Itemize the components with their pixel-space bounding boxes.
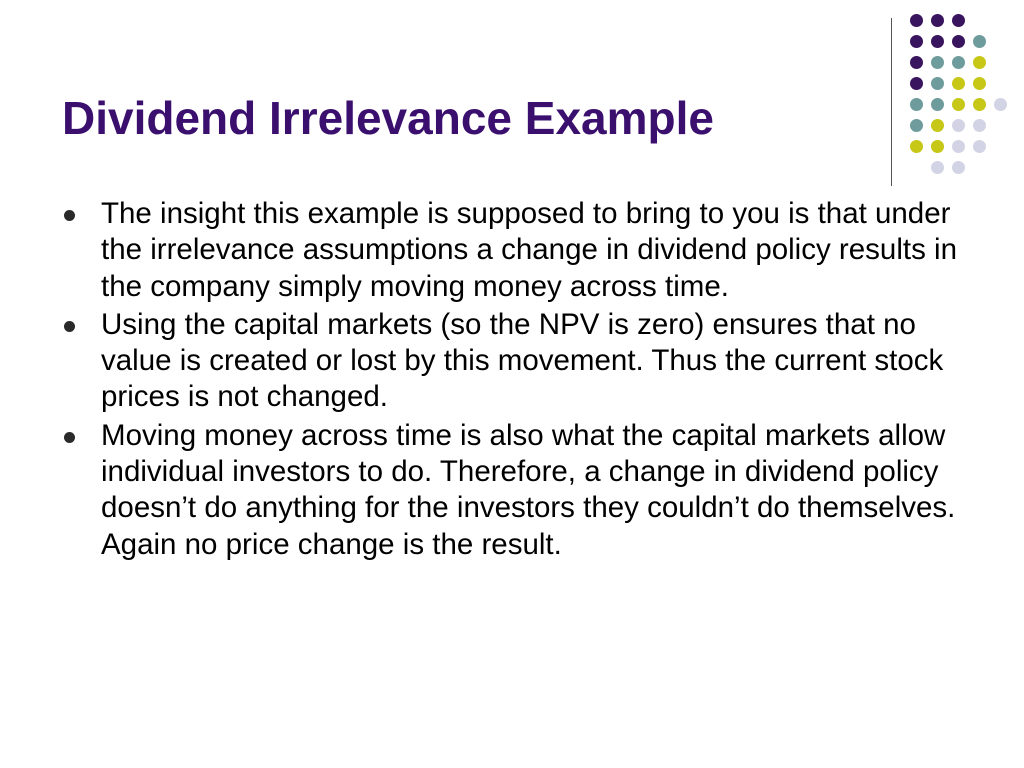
bullet-icon bbox=[64, 321, 75, 332]
teal-dot bbox=[931, 56, 944, 69]
bullet-icon bbox=[64, 210, 75, 221]
decorative-dot-grid bbox=[0, 0, 1024, 200]
teal-dot bbox=[973, 35, 986, 48]
teal-dot bbox=[931, 77, 944, 90]
bullet-list bbox=[62, 196, 972, 565]
yellow-dot bbox=[931, 140, 944, 153]
slide-title: Dividend Irrelevance Example bbox=[62, 92, 714, 144]
bullet-text: Using the capital markets (so the NPV is zero) ensures that no value is created or lost by this movement. Thus the current stock prices is not changed. bbox=[101, 307, 944, 414]
bullet-icon bbox=[64, 432, 75, 443]
yellow-dot bbox=[952, 98, 965, 111]
teal-dot bbox=[910, 119, 923, 132]
yellow-dot bbox=[973, 56, 986, 69]
purple-dot bbox=[931, 14, 944, 27]
lavender-dot bbox=[931, 161, 944, 174]
purple-dot bbox=[952, 14, 965, 27]
bullet-text: The insight this example is supposed to bring to you is that under the irrelevance assumptions a change in dividend policy results in the company simply moving money across time. bbox=[101, 197, 957, 303]
yellow-dot bbox=[952, 77, 965, 90]
bullet-item bbox=[62, 196, 972, 305]
bullet-text: Moving money across time is also what the capital markets allow individual investors to do. Therefore, a change in dividend policy doesn’t do anything for the investors they couldn’t do themselves. Again no price change is the result. bbox=[101, 418, 956, 561]
purple-dot bbox=[931, 35, 944, 48]
yellow-dot bbox=[973, 77, 986, 90]
yellow-dot bbox=[910, 140, 923, 153]
teal-dot bbox=[910, 98, 923, 111]
purple-dot bbox=[952, 35, 965, 48]
purple-dot bbox=[910, 35, 923, 48]
lavender-dot bbox=[994, 98, 1007, 111]
yellow-dot bbox=[973, 98, 986, 111]
lavender-dot bbox=[952, 119, 965, 132]
purple-dot bbox=[910, 56, 923, 69]
purple-dot bbox=[910, 77, 923, 90]
purple-dot bbox=[910, 14, 923, 27]
yellow-dot bbox=[931, 119, 944, 132]
teal-dot bbox=[952, 56, 965, 69]
teal-dot bbox=[931, 98, 944, 111]
lavender-dot bbox=[952, 140, 965, 153]
lavender-dot bbox=[973, 119, 986, 132]
lavender-dot bbox=[973, 140, 986, 153]
bullet-item bbox=[62, 418, 972, 563]
lavender-dot bbox=[952, 161, 965, 174]
bullet-item bbox=[62, 307, 972, 416]
